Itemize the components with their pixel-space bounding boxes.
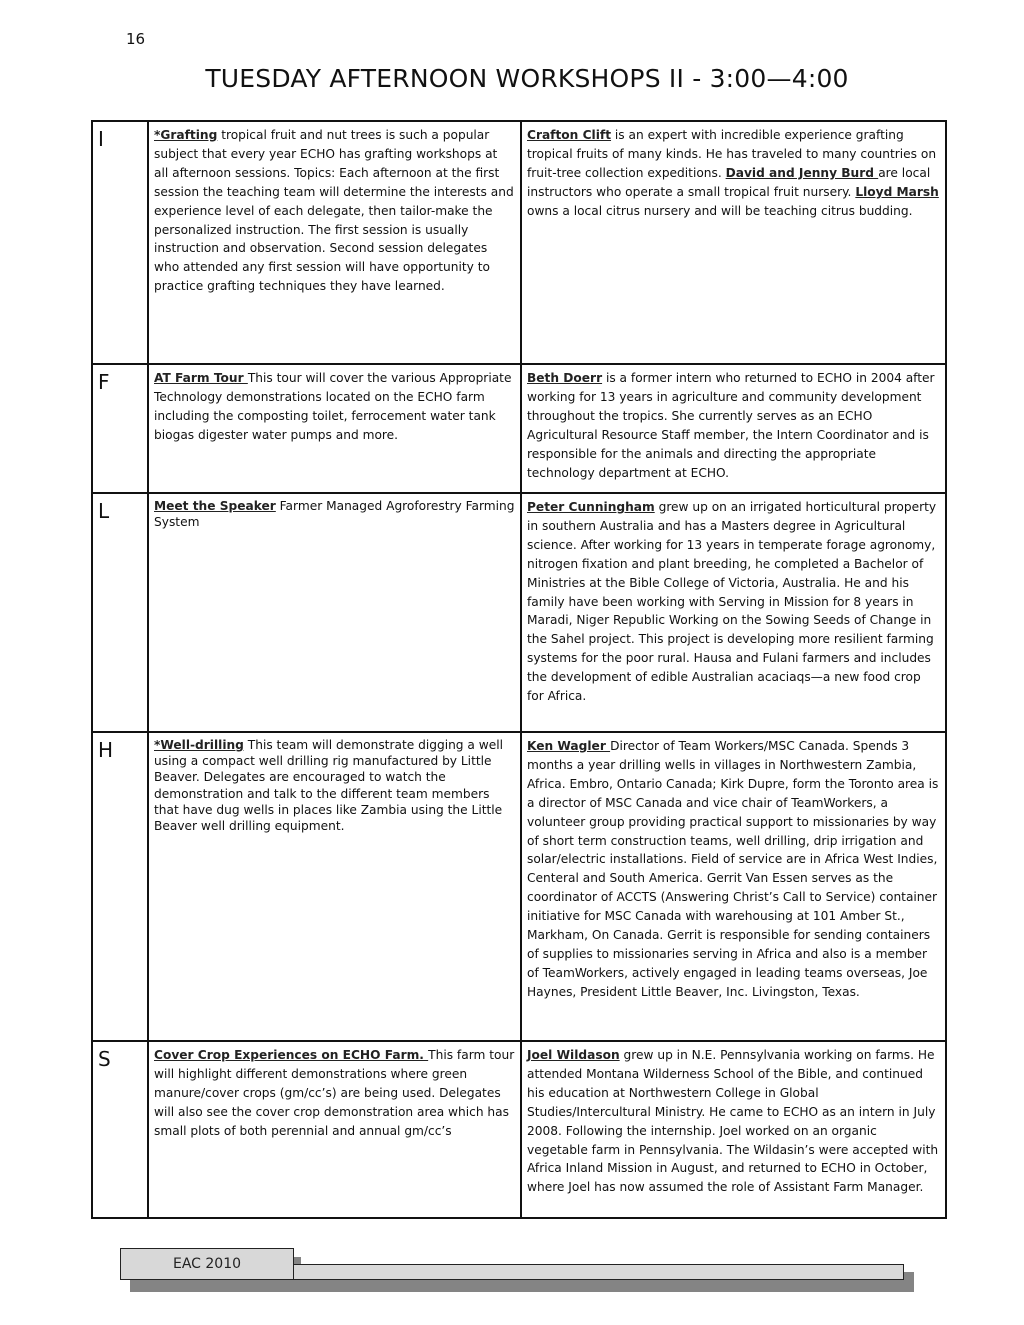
presenter-bio	[521, 364, 946, 493]
session-letter: I	[92, 121, 148, 364]
footer-label: EAC 2010	[173, 1256, 242, 1272]
workshop-text: This tour will cover the various Appropriate Technology demonstrations located on the ECHO farm including the composting toilet, ferrocement water tank biogas digester water pumps and more.	[154, 371, 512, 442]
bio-text: is an expert with incredible experience grafting tropical fruits of many kinds. He has traveled to many countries on fruit-tree collection expeditions.	[527, 128, 937, 180]
bio-text: are local instructors who operate a small tropical fruit nursery.	[527, 165, 931, 199]
presenter-name: Beth Doerr	[527, 371, 603, 385]
presenter-name: Ken Wagler	[527, 739, 611, 753]
workshop-title: AT Farm Tour	[154, 371, 248, 385]
workshop-title: Meet the Speaker	[154, 499, 276, 513]
table-row	[92, 364, 946, 493]
table-row	[92, 121, 946, 364]
page-number: 16	[126, 30, 146, 48]
table-row	[92, 732, 946, 1041]
presenter-bio	[521, 1041, 946, 1218]
presenter-name: Crafton Clift	[527, 128, 612, 142]
workshop-description	[148, 364, 521, 493]
table-row	[92, 1041, 946, 1218]
workshop-description	[148, 732, 521, 1041]
bio-text: Director of Team Workers/MSC Canada. Spends 3 months a year drilling wells in villages in Northwestern Zambia, Africa. Embro, Ontario Canada; Kirk Dupre, form the Toronto area is a director of MSC Canada and vice chair of TeamWorkers, a volunteer group providing practical support to missionaries by way of short term construction teams, well drilling, drip irrigation and solar/electric installations. Field of service are in Africa West Indies, Centeral and South America. Gerrit Van Essen serves as the coordinator of ACCTS (Answering Christ’s Call to Service) container initiative for MSC Canada with warehousing at 101 Amber St., Markham, On Canada. Gerrit is responsible for sending containers of supplies to missionaries serving in Africa and also is a member of TeamWorkers, actively engaged in leading teams overseas, Joe Haynes, President Little Beaver, Inc. Livingston, Texas.	[527, 739, 939, 999]
workshop-description	[148, 1041, 521, 1218]
workshop-text: This farm tour will highlight different demonstrations where green manure/cover crops (gm/cc’s) are being used. Delegates will also see the cover crop demonstration area which has small plots of both perennial and annual gm/cc’s	[154, 1048, 515, 1138]
session-letter: F	[92, 364, 148, 493]
workshop-title: Cover Crop Experiences on ECHO Farm.	[154, 1048, 429, 1062]
presenter-name: Peter Cunningham	[527, 500, 655, 514]
bio-text: owns a local citrus nursery and will be teaching citrus budding.	[527, 203, 913, 218]
workshop-text: Farmer Managed Agroforestry Farming System	[154, 499, 515, 530]
workshop-text: tropical fruit and nut trees is such a popular subject that every year ECHO has grafting workshops at all afternoon sessions. Topics: Each afternoon at the first session the teaching team will determine the interests and experience level of each delegate, then tailor-make the personalized instruction. The first session is usually instruction and observation. Second session delegates who attended any first session will have opportunity to practice grafting techniques they have learned.	[154, 128, 514, 294]
workshop-description	[148, 493, 521, 732]
session-letter: S	[92, 1041, 148, 1218]
bio-text: grew up in N.E. Pennsylvania working on farms. He attended Montana Wilderness School of the Bible, and continued his education at Northwestern College in Global Studies/Intercultural Ministry. He came to ECHO as an intern in July 2008. Following the internship. Joel worked on an organic vegetable farm in Pennsylvania. The Wildasin’s were accepted with Africa Inland Mission in August, and returned to ECHO in October, where Joel has now assumed the role of Assistant Farm Manager.	[527, 1048, 939, 1195]
bio-text: is a former intern who returned to ECHO in 2004 after working for 13 years in agriculture and community development throughout the tropics. She currently serves as an ECHO Agricultural Resource Staff member, the Intern Coordinator and is responsible for the animals and directing the appropriate technology department at ECHO.	[527, 371, 935, 480]
workshop-text: This team will demonstrate digging a well using a compact well drilling rig manufactured by Little Beaver. Delegates are encouraged to watch the demonstration and talk to the different team members that have dug wells in places like Zambia using the Little Beaver well drilling equipment.	[154, 738, 503, 834]
presenter-bio	[521, 493, 946, 732]
footer-tab	[120, 1248, 294, 1280]
presenter-bio	[521, 732, 946, 1041]
session-letter: L	[92, 493, 148, 732]
page-title: TUESDAY AFTERNOON WORKSHOPS II - 3:00—4:00	[205, 64, 849, 93]
workshop-title: *Grafting	[154, 128, 218, 142]
table-row	[92, 493, 946, 732]
presenter-name: Lloyd Marsh	[855, 184, 939, 199]
bio-text: grew up on an irrigated horticultural property in southern Australia and has a Masters degree in Agricultural science. After working for 13 years in temperate forage agronomy, nitrogen fixation and plant breeding, he completed a Bachelor of Ministries at the Bible College of Victoria, Australia. He and his family have been working with Serving in Mission for 8 years in Maradi, Niger Republic Working on the Sowing Seeds of Change in the Sahel project. This project is developing more resilient farming systems for the poor rural. Hausa and Fulani farmers and includes the development of edible Australian acaciaqs—a new food crop for Africa.	[527, 500, 937, 704]
presenter-name: David and Jenny Burd	[725, 165, 879, 180]
workshop-title: *Well-drilling	[154, 738, 244, 752]
presenter-name: Joel Wildason	[527, 1048, 620, 1062]
workshop-description	[148, 121, 521, 364]
session-letter: H	[92, 732, 148, 1041]
presenter-bio	[521, 121, 946, 364]
workshop-table	[91, 120, 947, 1219]
